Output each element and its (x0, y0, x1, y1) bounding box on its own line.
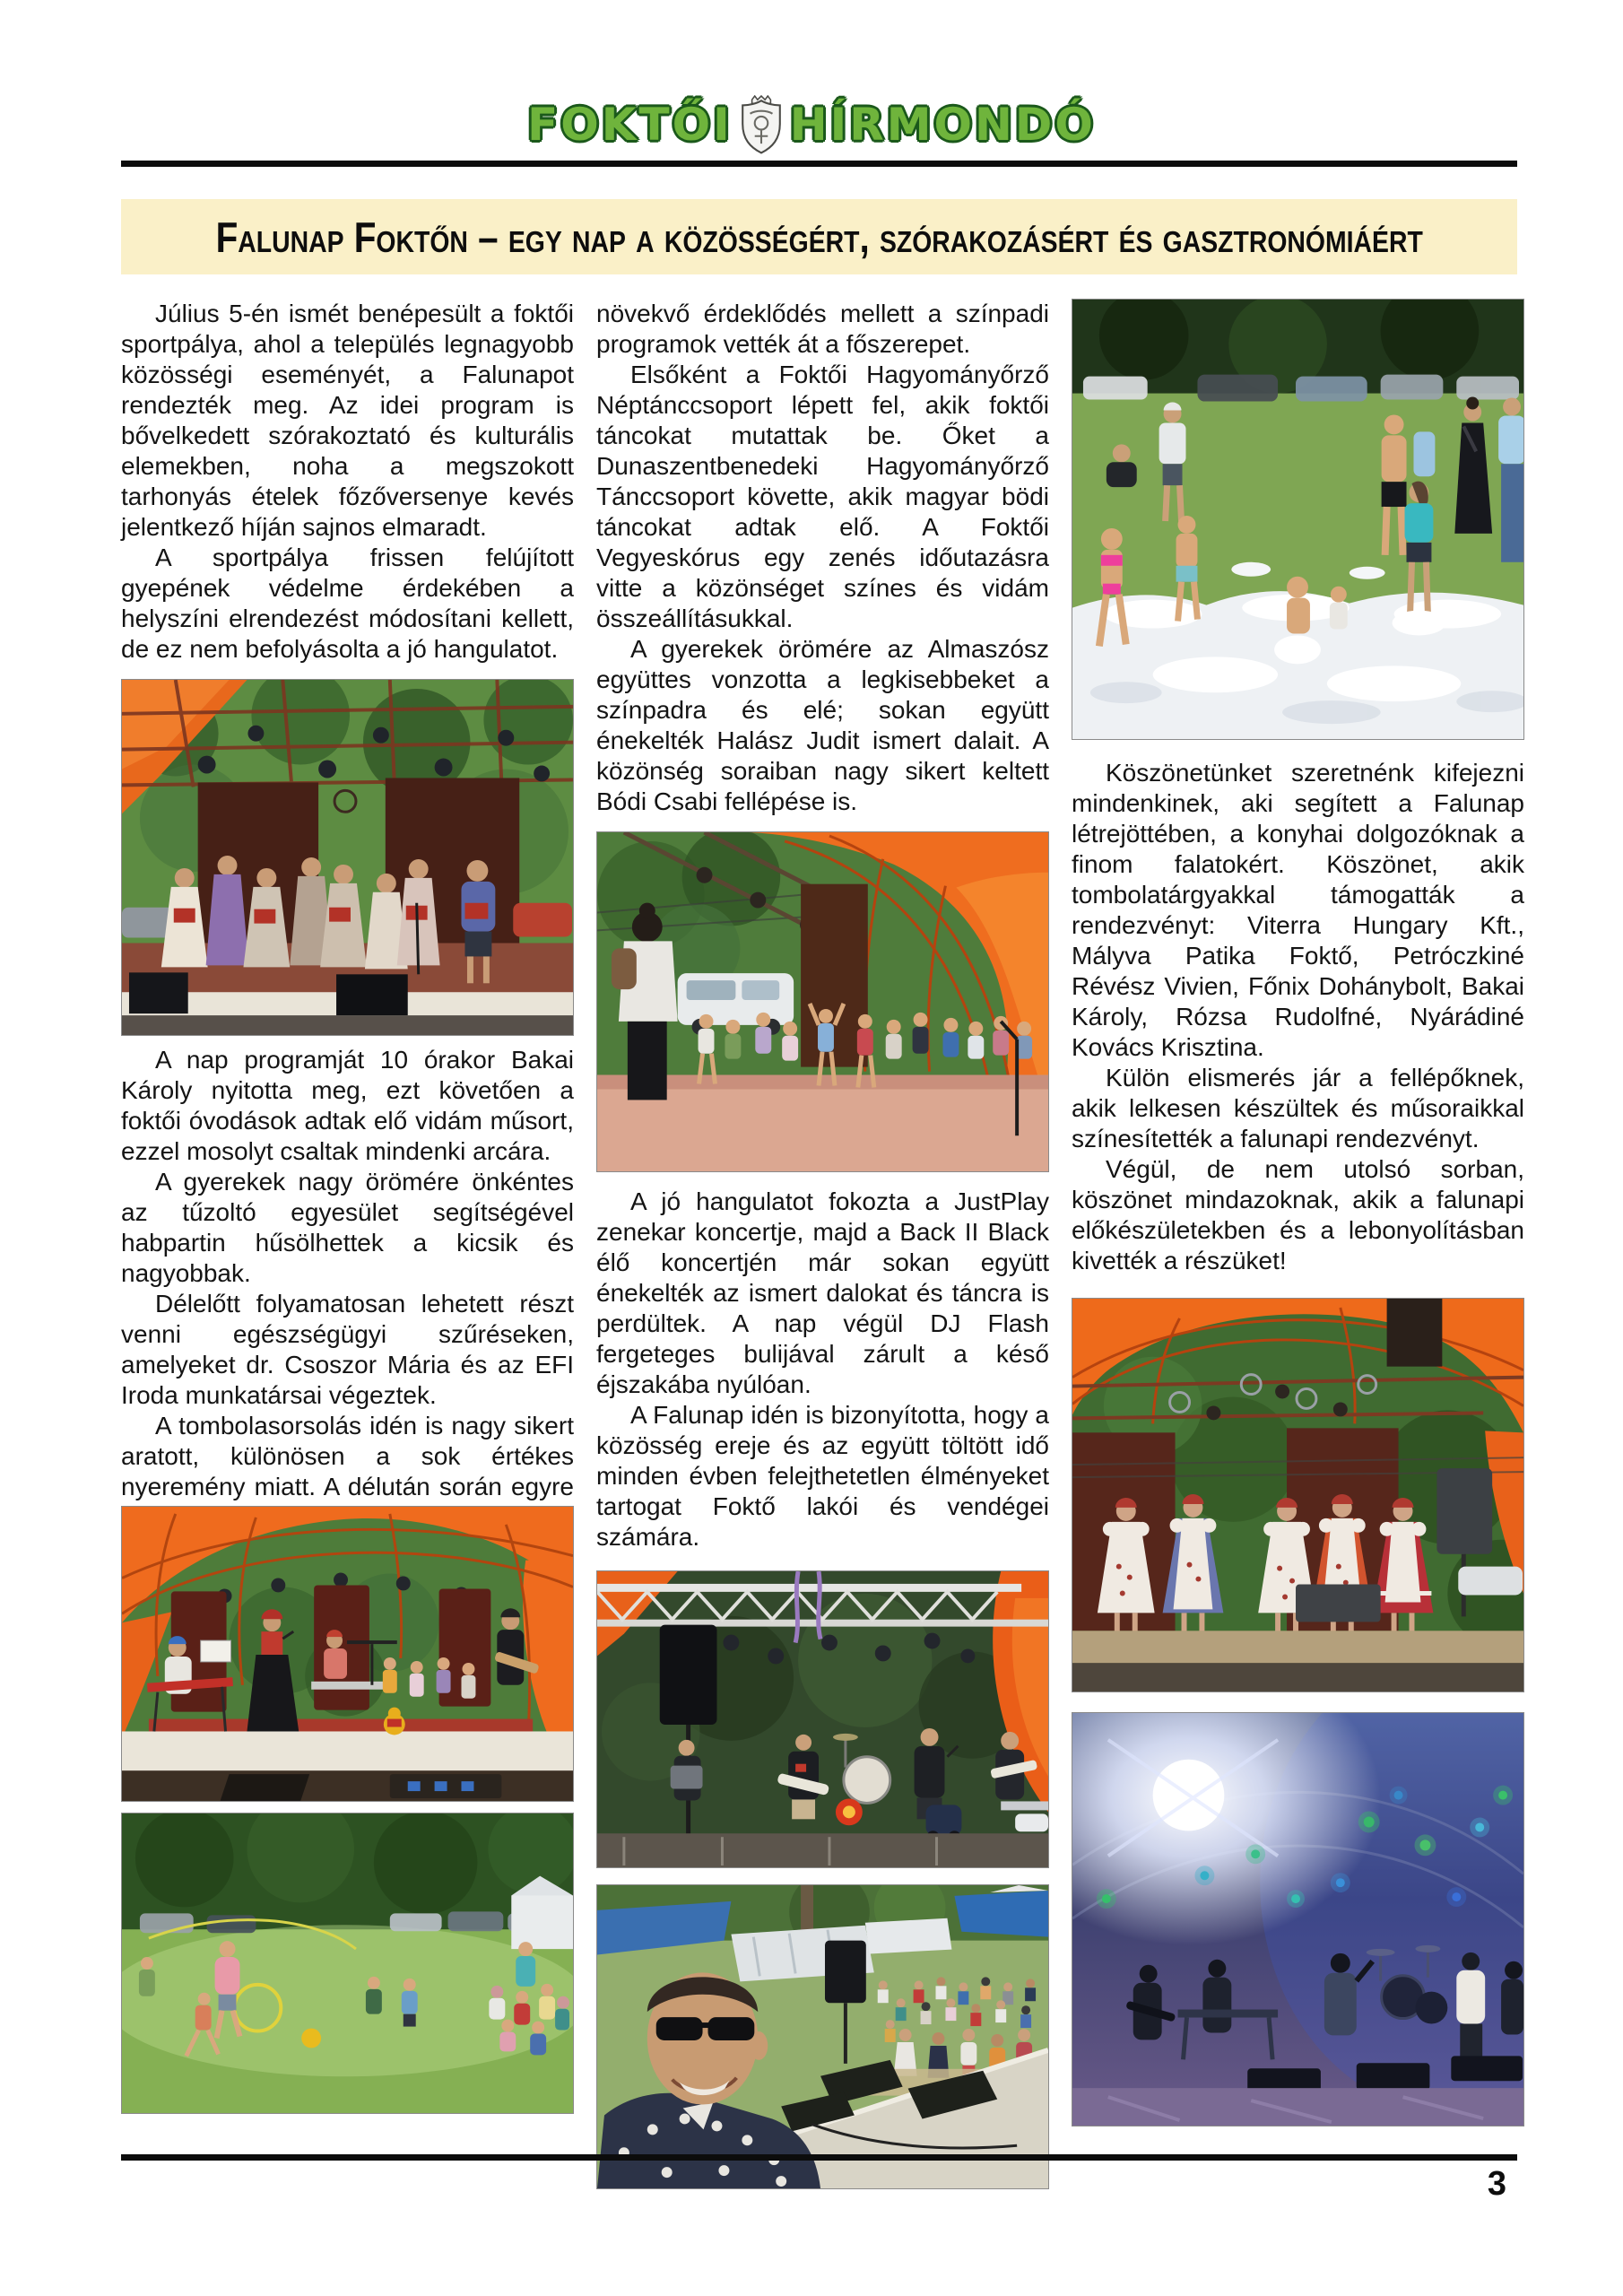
footer-rule (121, 2154, 1517, 2161)
masthead (0, 95, 1623, 154)
headline-banner (121, 199, 1517, 274)
header-rule (121, 161, 1517, 167)
paragraph: A gyerekek örömére az Almaszósz együttes vonzotta a legkisebbeket a színpadra és elé; sokan együtt énekelték Halász Judit ismert dalait. A közönség soraiban nagy sikert keltett Bódi Csabi fellépése is. (596, 635, 1049, 815)
paragraph: Délelőtt folyamatosan lehetett részt venni egészségügyi szűréseken, amelyeket dr. Csoszor Mária és az EFI Iroda munkatársai végeztek. (121, 1290, 574, 1409)
article-headline: Falunap Foktőn – egy nap a közösségért, szórakozásért és gasztronómiáért (215, 213, 1423, 261)
photo-foam-party (1072, 299, 1524, 740)
paragraph: Július 5-én ismét benépesült a foktői sportpálya, ahol a település legnagyobb közösségi eseményét, a Falunapot rendezték meg. Az idei program is bővelkedett szórakoztató és kulturális elemekben, noha a megszokott tarhonyás ételek főzőversenye kevés jelentkező híján sajnos elmaradt. (121, 300, 574, 541)
paragraph: Külön elismerés jár a fellépőknek, akik lelkesen készültek és műsoraikkal színesítették a falunapi rendezvényt. (1072, 1064, 1524, 1152)
column-2 (596, 299, 1049, 2189)
paragraph: A nap programját 10 órakor Bakai Károly nyitotta meg, ezt követően a foktői óvodások adtak elő vidám műsort, ezzel mosolyt csaltak mindenki arcára. (121, 1046, 574, 1165)
photo-night-concert (1072, 1712, 1524, 2126)
paragraph: A sportpálya frissen felújított gyepének védelme érdekében a helyszíni elrendezést módosítani kellett, de ez nem befolyásolta a jó hangulatot. (121, 544, 574, 663)
photo-singer-keyboardist-stage (121, 1506, 574, 1802)
paragraph: Köszönetünket szeretnénk kifejezni mindenkinek, aki segített a Falunap létrejöttében, a konyhai dolgozóknak a finom falatokért. Köszönet, akik tombolatárgyakkal támogatták a rendezvényt: Viterra Hungary Kft., Mályva Patika Foktő, Petróczkiné Révész Vivien, Főnix Dohánybolt, Bakai Károly, Rózsa Rudolfné, Nyárádiné Kovács Krisztina. (1072, 759, 1524, 1061)
page-number: 3 (1487, 2165, 1506, 2203)
paragraph: A jó hangulatot fokozta a JustPlay zenekar koncertje, majd a Back II Black élő koncertjén már sokan együtt énekelték az ismert dalokat és táncra is perdültek. A nap végül DJ Flash fergeteges bulijával zárult a késő éjszakába nyúlóan. (596, 1187, 1049, 1398)
paragraph: A gyerekek nagy örömére önkéntes az tűzoltó egyesület segítségével habpartin hűsölhettek a kicsik és nagyobbak. (121, 1168, 574, 1287)
photo-children-on-field (121, 1813, 574, 2114)
photo-children-dancing-stage (596, 831, 1049, 1172)
masthead-word-left: FOKTŐI (527, 99, 733, 151)
paragraph: növekvő érdeklődés mellett a színpadi programok vették át a főszerepet. (596, 300, 1049, 358)
coat-of-arms-icon (738, 95, 785, 154)
masthead-word-right: HÍRMONDÓ (789, 99, 1096, 151)
photo-selfie-with-crowd (596, 1884, 1049, 2189)
column-3 (1072, 299, 1524, 2126)
paragraph: Végül, de nem utolsó sorban, köszönet mindazoknak, akik a falunapi előkészületekben és a lebonyolításban kivették a részüket! (1072, 1155, 1524, 1274)
column-1 (121, 299, 574, 2114)
paragraph: A tombolasorsolás idén is nagy sikert aratott, különösen a sok értékes nyeremény miatt. A délután során egyre (121, 1412, 574, 1500)
photo-folk-dancers-stage (1072, 1298, 1524, 1692)
paragraph: Elsőként a Foktői Hagyományőrző Néptánccsoport lépett fel, akik foktői táncokat mutattak be. Őket a Dunaszentbenedeki Hagyományőrző Tánccsoport követte, akik magyar bödi táncokat adtak elő. A Foktői Vegyeskórus egy zenés időutazásra vitte a közönséget színes és vidám összeállításukkal. (596, 361, 1049, 632)
photo-choir-on-stage (121, 679, 574, 1036)
photo-band-on-stage (596, 1570, 1049, 1868)
paragraph: A Falunap idén is bizonyította, hogy a közösség ereje és az együtt töltött idő minden évben felejthetetlen élményeket tartogat Foktő lakói és vendégei számára. (596, 1401, 1049, 1551)
